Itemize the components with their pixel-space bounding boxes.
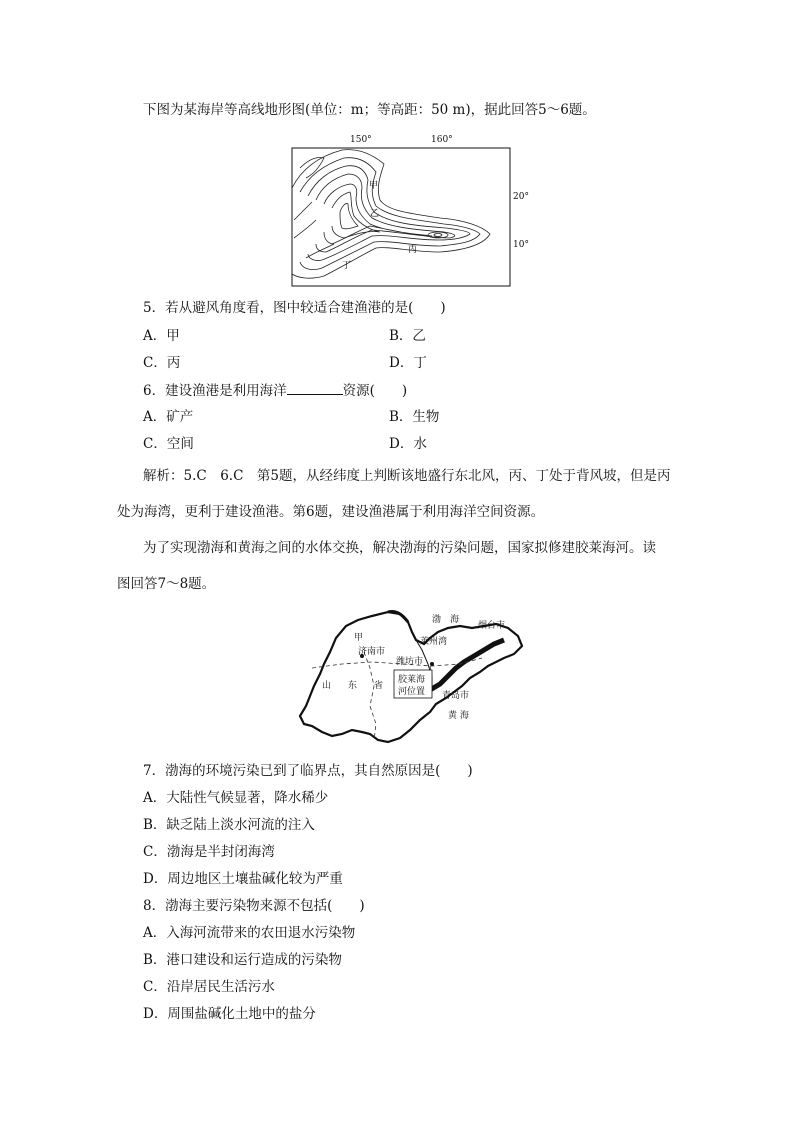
label-huanghai: 黄 海 bbox=[448, 711, 469, 721]
place-label-bing: 丙 bbox=[408, 245, 418, 255]
question-5-option-c: C．丙 bbox=[143, 355, 181, 371]
lon-label-150: 150° bbox=[350, 135, 372, 145]
question-7-option-b: B．缺乏陆上淡水河流的注入 bbox=[143, 817, 315, 833]
weifang-point bbox=[430, 662, 434, 666]
question-6-stem bbox=[143, 381, 407, 400]
question-6-option-c: C．空间 bbox=[143, 436, 194, 452]
question-6-option-a: A．矿产 bbox=[143, 409, 194, 425]
label-jia: 甲 bbox=[354, 633, 364, 643]
label-sheng: 省 bbox=[374, 681, 384, 691]
question-6-stem-post: 资源( ) bbox=[342, 383, 408, 399]
question-8-option-a: A．入海河流带来的农田退水污染物 bbox=[143, 925, 356, 941]
question-8-option-b: B．港口建设和运行造成的污染物 bbox=[143, 952, 342, 968]
lat-label-10: 10° bbox=[513, 240, 529, 250]
answer-blank bbox=[287, 381, 343, 395]
label-qingdao: 青岛市 bbox=[442, 691, 470, 701]
label-shan: 山 bbox=[322, 681, 332, 691]
question-7-option-c: C．渤海是半封闭海湾 bbox=[143, 844, 275, 860]
question-8-stem: 8．渤海主要污染物来源不包括( ) bbox=[143, 898, 365, 914]
place-label-ding: 丁 bbox=[342, 261, 352, 271]
intro-text-q7-8-line-2: 图回答7～8题。 bbox=[117, 576, 216, 592]
intro-text-q7-8-line-1: 为了实现渤海和黄海之间的水体交换，解决渤海的污染问题，国家拟修建胶莱海河。读 bbox=[143, 540, 656, 556]
question-6-option-d: D．水 bbox=[389, 436, 427, 452]
question-8-option-c: C．沿岸居民生活污水 bbox=[143, 979, 275, 995]
question-5-stem: 5．若从避风角度看，图中较适合建渔港的是( ) bbox=[143, 300, 446, 316]
question-5-option-d: D．丁 bbox=[389, 355, 427, 371]
shandong-map bbox=[292, 606, 532, 748]
label-laizhou-bay: 莱州湾 bbox=[420, 637, 448, 647]
question-5-option-a: A．甲 bbox=[143, 328, 180, 344]
label-dong: 东 bbox=[348, 681, 358, 691]
question-8-option-d: D．周围盐碱化土地中的盐分 bbox=[143, 1006, 316, 1022]
label-canal-line-2: 河位置 bbox=[398, 687, 426, 697]
intro-text-q5-6: 下图为某海岸等高线地形图(单位：m；等高距：50 m)，据此回答5～6题。 bbox=[143, 102, 596, 118]
place-label-yi: 乙 bbox=[370, 209, 380, 219]
lat-label-20: 20° bbox=[513, 192, 529, 202]
contour-map bbox=[280, 128, 540, 290]
lon-label-160: 160° bbox=[431, 135, 453, 145]
label-canal-line-1: 胶莱海 bbox=[398, 675, 426, 685]
question-5-option-b: B．乙 bbox=[389, 328, 426, 344]
question-7-option-d: D．周边地区土壤盐碱化较为严重 bbox=[143, 871, 343, 887]
question-7-option-a: A．大陆性气候显著，降水稀少 bbox=[143, 790, 329, 806]
question-7-stem: 7．渤海的环境污染已到了临界点，其自然原因是( ) bbox=[143, 763, 473, 779]
label-jinan: 济南市 bbox=[358, 647, 386, 657]
place-label-jia: 甲 bbox=[369, 181, 379, 191]
analysis-line-1: 解析：5.C 6.C 第5题，从经纬度上判断该地盛行东北风，丙、丁处于背风坡，但是丙 bbox=[143, 468, 671, 484]
analysis-line-2: 处为海湾，更利于建设渔港。第6题，建设渔港属于利用海洋空间资源。 bbox=[117, 504, 545, 520]
label-weifang: 潍坊市 bbox=[396, 657, 424, 667]
question-6-option-b: B．生物 bbox=[389, 409, 440, 425]
question-6-stem-pre: 6．建设渔港是利用海洋 bbox=[143, 383, 287, 399]
contour-lines bbox=[292, 150, 490, 279]
label-bohai: 渤 海 bbox=[432, 615, 460, 625]
label-yantai: 烟台市 bbox=[478, 621, 506, 631]
